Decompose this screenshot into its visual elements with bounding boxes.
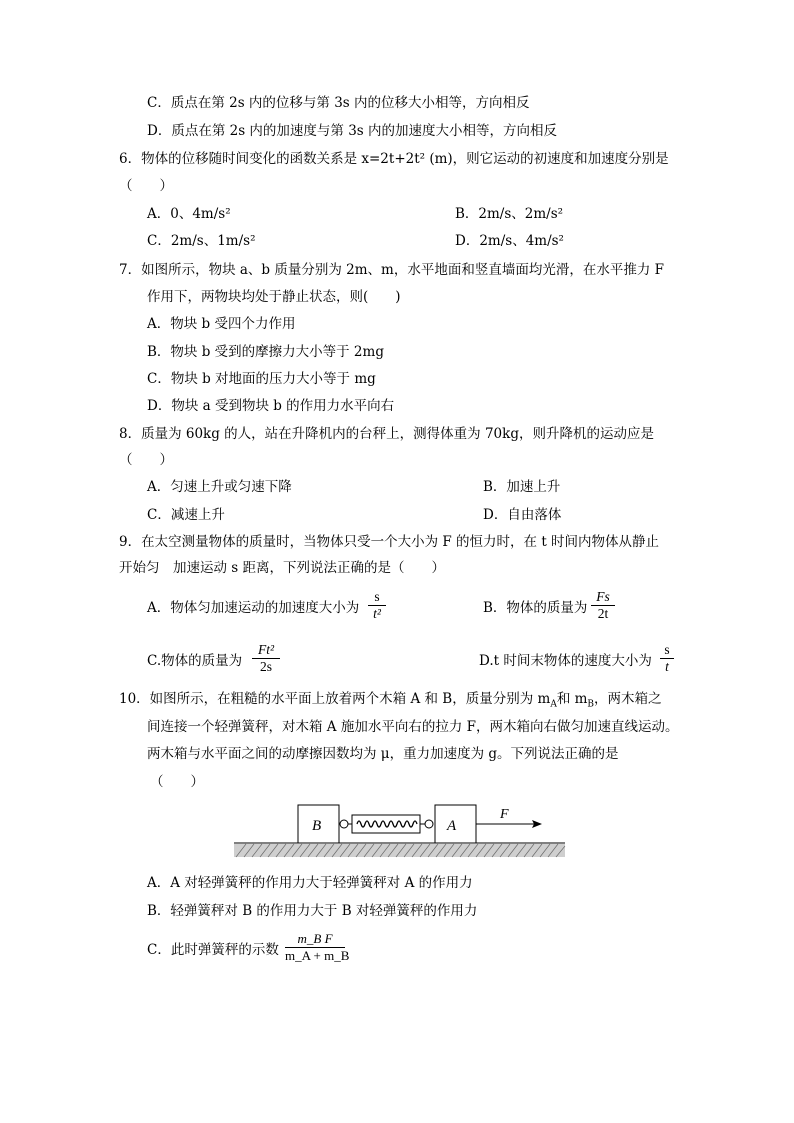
q9-option-b: B．物体的质量为 — [483, 600, 588, 616]
q10-stem-line2: 间连接一个轻弹簧秤，对木箱 A 施加水平向右的拉力 F，两木箱向右做匀加速直线运动。 — [147, 719, 679, 735]
fraction-denominator: t² — [373, 606, 381, 621]
fraction-denominator: 2t — [597, 606, 609, 621]
q6-stem-line2: （ ） — [119, 178, 173, 194]
q7-option-b: B．物块 b 受到的摩擦力大小等于 2mg — [147, 344, 384, 360]
q10-option-b: B．轻弹簧秤对 B 的作用力大于 B 对轻弹簧秤的作用力 — [147, 903, 478, 919]
q10-stem-text-tail: ，两木箱之 — [594, 691, 662, 707]
ground-hatch — [234, 844, 565, 857]
q8-option-b: B．加速上升 — [483, 479, 561, 495]
q6-option-b: B．2m/s、2m/s² — [455, 206, 564, 222]
q10-option-c: C．此时弹簧秤的示数 — [147, 942, 279, 958]
q8-stem-line1: 8．质量为 60kg 的人，站在升降机内的台秤上，测得体重为 70kg，则升降机的运动应是 — [119, 426, 654, 442]
q9-option-b-fraction — [591, 589, 615, 622]
fraction-denominator: t — [665, 659, 669, 674]
fraction-numerator: s — [374, 589, 380, 604]
spring-balance — [352, 815, 420, 833]
q9-stem-line1: 9．在太空测量物体的质量时，当物体只受一个大小为 F 的恒力时，在 t 时间内物体从静止 — [119, 534, 660, 550]
q9-stem-line2: 开始匀 加速运动 s 距离，下列说法正确的是（ ） — [119, 560, 446, 576]
q6-option-c: C．2m/s、1m/s² — [147, 233, 256, 249]
fraction-numerator: Ft² — [257, 642, 275, 657]
q5-option-d: D．质点在第 2s 内的加速度与第 3s 内的加速度大小相等，方向相反 — [147, 123, 558, 139]
fraction-numerator: Fs — [596, 589, 610, 604]
q8-option-c: C．减速上升 — [147, 507, 225, 523]
q9-option-a: A．物体匀加速运动的加速度大小为 — [147, 600, 360, 616]
fraction-denominator: m_A + m_B — [285, 948, 350, 963]
q5-option-c: C．质点在第 2s 内的位移与第 3s 内的位移大小相等，方向相反 — [147, 95, 530, 111]
q10-stem-line4: （ ） — [150, 774, 204, 790]
q9-option-a-fraction — [368, 589, 386, 622]
q7-option-a: A．物块 b 受四个力作用 — [147, 316, 296, 332]
q10-figure — [232, 803, 572, 863]
q6-option-a: A．0、4m/s² — [147, 206, 231, 222]
q6-stem-line1: 6．物体的位移随时间变化的函数关系是 x=2t+2t² (m)，则它运动的初速度和加速度分别是 — [119, 151, 669, 167]
q8-option-a: A．匀速上升或匀速下降 — [147, 479, 292, 495]
fraction-numerator: s — [664, 642, 670, 657]
box-b-label: B — [312, 818, 322, 834]
q10-stem-line3: 两木箱与水平面之间的动摩擦因数均为 μ，重力加速度为 g。下列说法正确的是 — [147, 746, 619, 762]
q10-stem-text-mid: 和 m — [556, 691, 588, 707]
q8-stem-line2: （ ） — [119, 452, 173, 468]
q9-option-d: D.t 时间末物体的速度大小为 — [479, 653, 652, 669]
subscript-a: A — [550, 699, 557, 710]
box-a-label: A — [447, 818, 457, 834]
q7-option-d: D．物块 a 受到物块 b 的作用力水平向右 — [147, 398, 395, 414]
fraction-denominator: 2s — [259, 659, 272, 674]
fraction-numerator: m_B F — [297, 931, 333, 946]
q10-stem-text: 10．如图所示，在粗糙的水平面上放着两个木箱 A 和 B，质量分别为 m — [119, 691, 551, 707]
q9-option-c: C.物体的质量为 — [147, 653, 243, 669]
q9-option-c-fraction — [252, 642, 280, 675]
hook-left — [340, 820, 348, 828]
q6-option-d: D．2m/s、4m/s² — [455, 233, 564, 249]
q7-stem-line1: 7．如图所示，物块 a、b 质量分别为 2m、m，水平地面和竖直墙面均光滑，在水平推力 F — [119, 262, 665, 278]
q10-option-a: A．A 对轻弹簧秤的作用力大于轻弹簧秤对 A 的作用力 — [147, 875, 473, 891]
q7-option-c: C．物块 b 对地面的压力大小等于 mg — [147, 371, 376, 387]
q9-option-d-fraction — [660, 642, 674, 675]
q10-stem-line1 — [119, 690, 662, 714]
force-label: F — [500, 807, 509, 822]
subscript-b: B — [587, 699, 595, 710]
q10-option-c-fraction — [285, 931, 350, 964]
hook-right — [425, 820, 433, 828]
q7-stem-line2: 作用下，两物块均处于静止状态，则( ) — [147, 289, 401, 305]
q8-option-d: D．自由落体 — [483, 507, 562, 523]
